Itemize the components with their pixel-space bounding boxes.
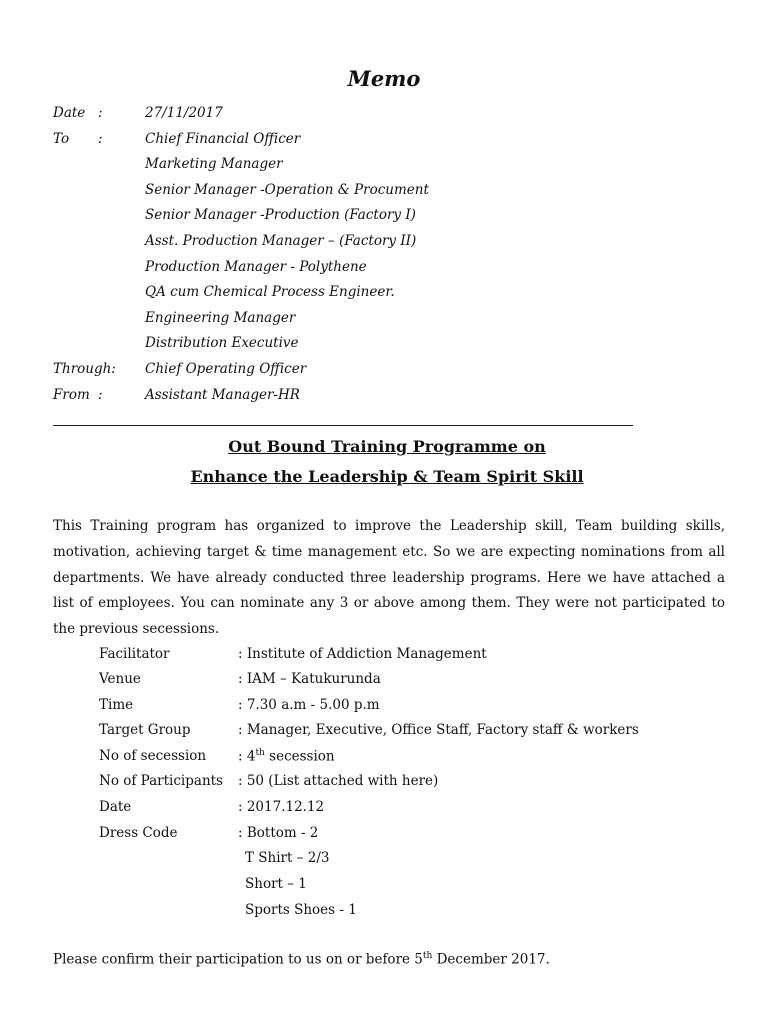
- target-group-value: : Manager, Executive, Office Staff, Factory staff & workers: [238, 722, 639, 738]
- to-colon: :: [98, 131, 103, 147]
- venue-value: : IAM – Katukurunda: [238, 671, 381, 687]
- time-value: : 7.30 a.m - 5.00 p.m: [238, 697, 380, 713]
- closing-suffix: December 2017.: [432, 951, 550, 968]
- dress-code-label: Dress Code: [99, 825, 178, 841]
- recipient: QA cum Chemical Process Engineer.: [145, 284, 395, 300]
- subject-line-1: Out Bound Training Programme on: [228, 437, 546, 456]
- recipient: Senior Manager -Production (Factory I): [145, 207, 416, 223]
- memo-title: Memo: [347, 66, 421, 91]
- secession-prefix: : 4: [238, 748, 256, 765]
- from-label: From: [53, 387, 90, 403]
- closing-prefix: Please confirm their participation to us on or before 5: [53, 951, 423, 968]
- venue-label: Venue: [99, 671, 141, 687]
- recipient: Distribution Executive: [145, 335, 299, 351]
- recipient: Chief Financial Officer: [145, 131, 301, 147]
- recipient: Asst. Production Manager – (Factory II): [145, 233, 417, 249]
- secession-value: [238, 748, 335, 765]
- from-colon: :: [98, 387, 103, 403]
- through-label: Through:: [53, 361, 116, 377]
- time-label: Time: [99, 697, 134, 713]
- closing-line: [53, 951, 550, 968]
- secession-suffix: secession: [264, 748, 335, 765]
- dress-code-item: T Shirt – 2/3: [245, 850, 330, 866]
- secession-ordinal: th: [255, 748, 265, 758]
- participants-value: : 50 (List attached with here): [238, 773, 439, 789]
- recipient: Engineering Manager: [145, 310, 296, 326]
- facilitator-label: Facilitator: [99, 646, 170, 662]
- dress-code-first: : Bottom - 2: [238, 825, 319, 841]
- from-value: Assistant Manager-HR: [145, 387, 300, 403]
- date-label: Date: [53, 105, 86, 121]
- date-colon: :: [98, 105, 103, 121]
- closing-ordinal: th: [422, 951, 433, 961]
- header-divider: [53, 425, 633, 426]
- recipient: Senior Manager -Operation & Procument: [145, 182, 429, 198]
- to-label: To: [53, 131, 70, 147]
- participants-label: No of Participants: [99, 773, 223, 789]
- training-date-label: Date: [99, 799, 132, 815]
- target-group-label: Target Group: [99, 722, 191, 738]
- training-date-value: : 2017.12.12: [238, 799, 325, 815]
- dress-code-item: Short – 1: [245, 876, 307, 892]
- secession-label: No of secession: [99, 748, 207, 764]
- recipient: Marketing Manager: [145, 156, 283, 172]
- dress-code-item: Sports Shoes - 1: [245, 902, 357, 918]
- facilitator-value: : Institute of Addiction Management: [238, 646, 487, 662]
- subject-line-2: Enhance the Leadership & Team Spirit Skill: [190, 467, 584, 486]
- body-paragraph: This Training program has organized to improve the Leadership skill, Team building skills, motivation, achieving target & time management etc. So we are expecting nominations from all departments. We have already conducted three leadership programs. Here we have attached a list of employees. You can nominate any 3 or above among them. They were not participated to the previous secessions.: [53, 518, 725, 638]
- through-value: Chief Operating Officer: [145, 361, 307, 377]
- date-value: 27/11/2017: [145, 105, 223, 121]
- recipient: Production Manager - Polythene: [145, 259, 367, 275]
